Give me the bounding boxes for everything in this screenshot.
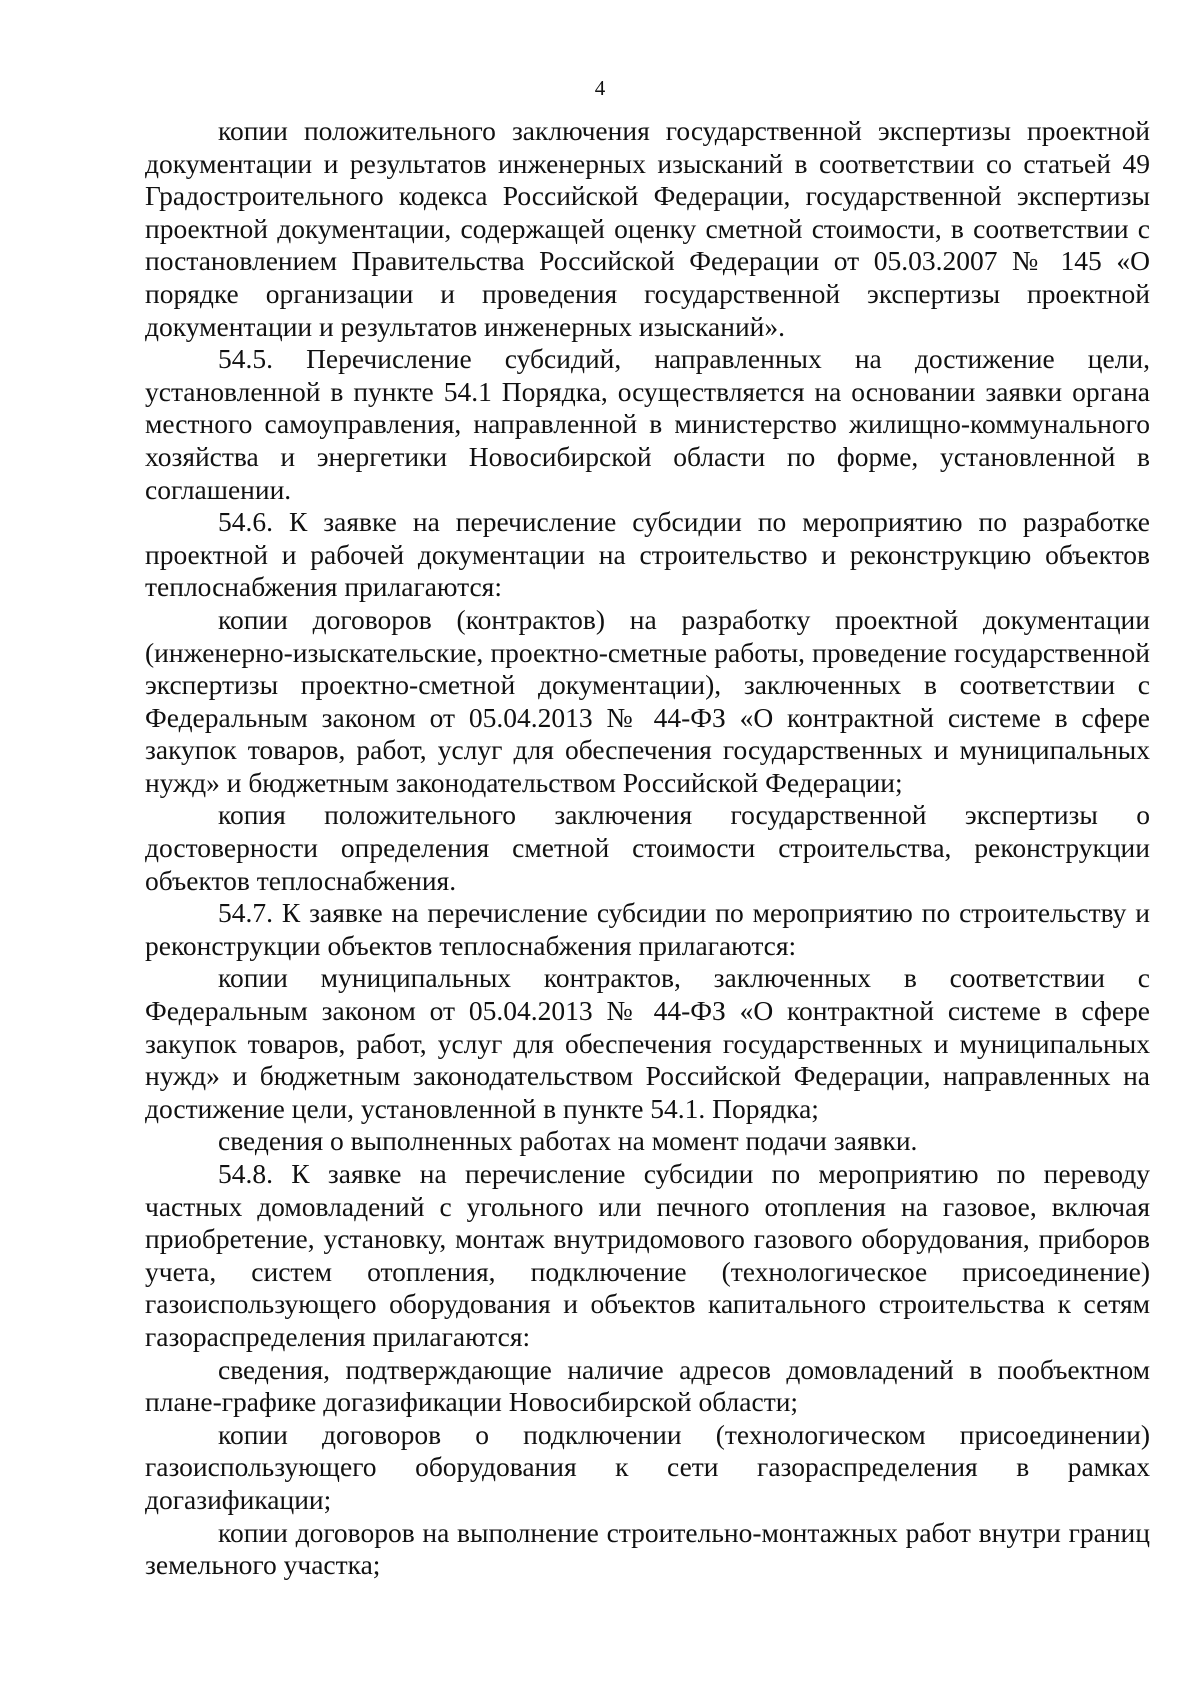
- paragraph-54-6-expertise: копия положительного заключения государственной экспертизы о достоверности определения сметной стоимости строительства, реконструкции объектов теплоснабжения.: [145, 799, 1150, 896]
- paragraph-54-7-works: сведения о выполненных работах на момент подачи заявки.: [218, 1125, 918, 1157]
- paragraph-54-7-contracts: копии муниципальных контрактов, заключенных в соответствии с Федеральным законом от 05.04.2013 № 44-ФЗ «О контрактной системе в сфере закупок товаров, работ, услуг для обеспечения государственных и муниципальных нужд» и бюджетным законодательством Российской Федерации, направленных на достижение цели, установленной в пункте 54.1. Порядка;: [145, 962, 1150, 1124]
- paragraph-54-6-contracts: копии договоров (контрактов) на разработку проектной документации (инженерно-изыскательские, проектно-сметные работы, проведение государственной экспертизы проектно-сметной документации), заключенных в соответствии с Федеральным законом от 05.04.2013 № 44-ФЗ «О контрактной системе в сфере закупок товаров, работ, услуг для обеспечения государственных и муниципальных нужд» и бюджетным законодательством Российской Федерации;: [145, 603, 1150, 798]
- paragraph-54-8-connection: копии договоров о подключении (технологическом присоединении) газоиспользующего оборудования к сети газораспределения в рамках догазификации;: [145, 1418, 1150, 1515]
- paragraph-54-8: 54.8. К заявке на перечисление субсидии по мероприятию по переводу частных домовладений с угольного или печного отопления на газовое, включая приобретение, установку, монтаж внутридомового газового оборудования, приборов учета, систем отопления, подключение (технологическое присоединение) газоиспользующего оборудования и объектов капитального строительства к сетям газораспределения прилагаются:: [145, 1158, 1150, 1352]
- document-body: [145, 115, 1150, 1582]
- paragraph-54-6: 54.6. К заявке на перечисление субсидии по мероприятию по разработке проектной и рабочей документации на строительство и реконструкцию объектов теплоснабжения прилагаются:: [145, 506, 1150, 603]
- paragraph-expertise-copies: копии положительного заключения государственной экспертизы проектной документации и результатов инженерных изысканий в соответствии со статьей 49 Градостроительного кодекса Российской Федерации, государственной экспертизы проектной документации, содержащей оценку сметной стоимости, в соответствии с постановлением Правительства Российской Федерации от 05.03.2007 № 145 «О порядке организации и проведения государственной экспертизы проектной документации и результатов инженерных изысканий».: [145, 115, 1150, 342]
- paragraph-54-8-construction: копии договоров на выполнение строительно-монтажных работ внутри границ земельного участка;: [145, 1516, 1150, 1581]
- paragraph-54-5: 54.5. Перечисление субсидий, направленных на достижение цели, установленной в пункте 54.1 Порядка, осуществляется на основании заявки органа местного самоуправления, направленной в министерство жилищно-коммунального хозяйства и энергетики Новосибирской области по форме, установленной в соглашении.: [145, 343, 1150, 505]
- page-number: 4: [594, 76, 606, 100]
- paragraph-54-8-addresses: сведения, подтверждающие наличие адресов домовладений в пообъектном плане-графике догазификации Новосибирской области;: [145, 1353, 1150, 1418]
- paragraph-54-7: 54.7. К заявке на перечисление субсидии по мероприятию по строительству и реконструкции объектов теплоснабжения прилагаются:: [145, 897, 1150, 961]
